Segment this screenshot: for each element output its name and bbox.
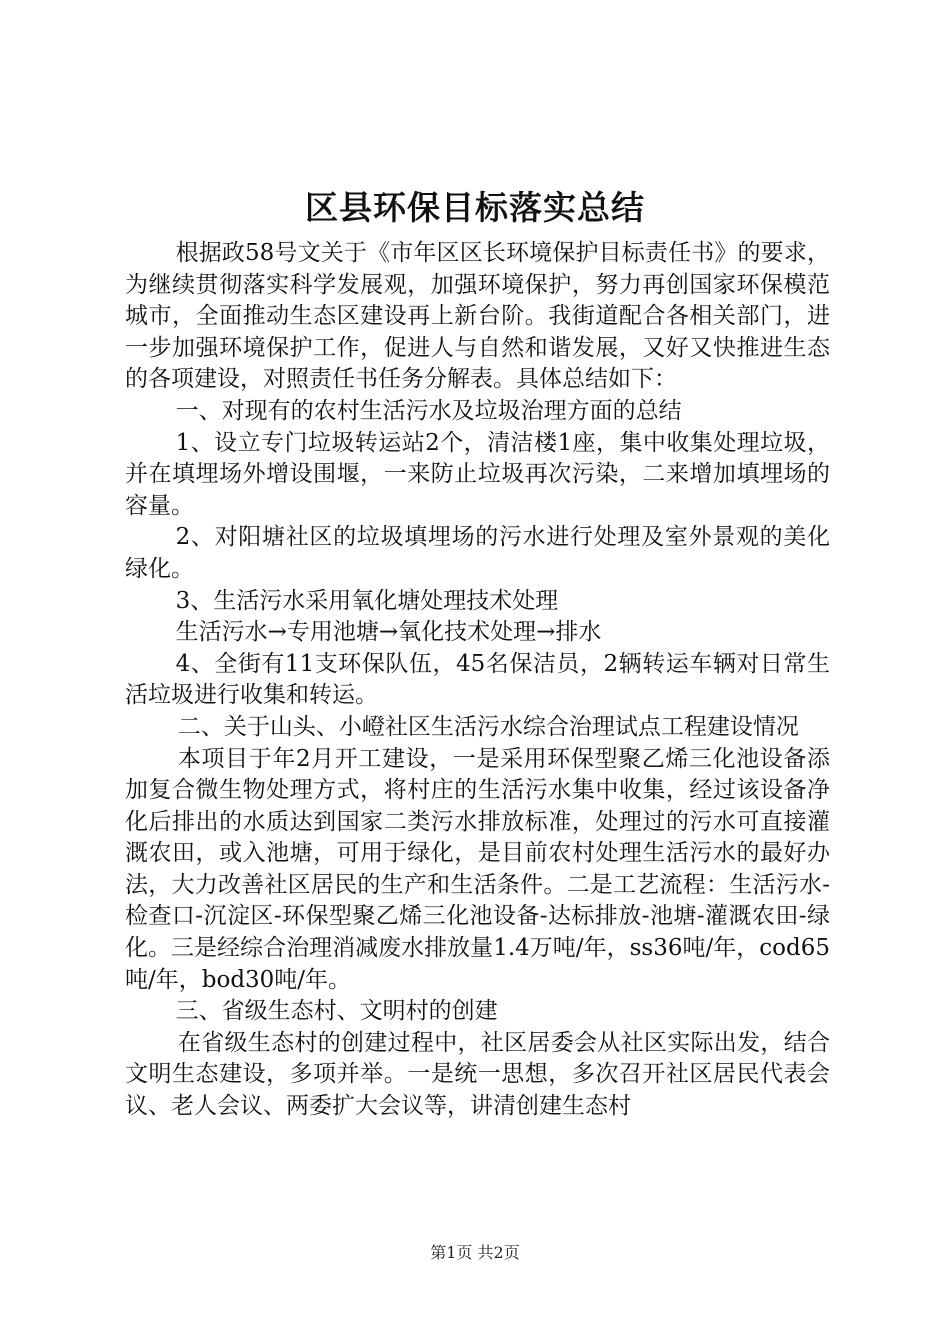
section-heading-1: 一、对现有的农村生活污水及垃圾治理方面的总结 bbox=[175, 397, 682, 424]
document-body bbox=[125, 238, 830, 1123]
paragraph-item-3: 3、生活污水采用氧化塘处理技术处理 bbox=[175, 587, 559, 614]
section-heading-2: 二、关于山头、小嶝社区生活污水综合治理试点工程建设情况 bbox=[177, 713, 799, 740]
paragraph-flow: 生活污水→专用池塘→氧化技术处理→排水 bbox=[175, 619, 602, 646]
document-title: 区县环保目标落实总结 bbox=[305, 188, 645, 227]
paragraph-item-1: 1、设立专门垃圾转运站2个，清洁楼1座，集中收集处理垃圾，并在填埋场外增设围堰，一来防止垃圾再次污染，二来增加填埋场的容量。 bbox=[125, 429, 830, 519]
paragraph-ecovillage: 在省级生态村的创建过程中，社区居委会从社区实际出发，结合文明生态建设，多项并举。一是统一思想，多次召开社区居民代表会议、老人会议、两委扩大会议等，讲清创建生态村 bbox=[125, 1029, 830, 1120]
paragraph-intro: 根据政58号文关于《市年区区长环境保护目标责任书》的要求，为继续贯彻落实科学发展观，加强环境保护，努力再创国家环保模范城市，全面推动生态区建设再上新台阶。我街道配合各相关部门，进一步加强环境保护工作，促进人与自然和谐发展，又好又快推进生态的各项建设，对照责任书任务分解表。具体总结如下： bbox=[125, 240, 830, 393]
paragraph-item-2: 2、对阳塘社区的垃圾填埋场的污水进行处理及室外景观的美化绿化。 bbox=[125, 524, 830, 582]
page-footer: 第1页 共2页 bbox=[430, 1243, 520, 1262]
paragraph-item-4: 4、全街有11支环保队伍，45名保洁员，2辆转运车辆对日常生活垃圾进行收集和转运。 bbox=[125, 650, 830, 709]
section-heading-3: 三、省级生态村、文明村的创建 bbox=[175, 998, 498, 1025]
paragraph-project: 本项目于年2月开工建设，一是采用环保型聚乙烯三化池设备添加复合微生物处理方式，将村庄的生活污水集中收集，经过该设备净化后排出的水质达到国家二类污水排放标准，处理过的污水可直接灌溉农田，或入池塘，可用于绿化，是目前农村处理生活污水的最好办法，大力改善社区居民的生产和生活条件。二是工艺流程：生活污水-检查口-沉淀区-环保型聚乙烯三化池设备-达标排放-池塘-灌溉农田-绿化。三是经综合治理消减废水排放量1.4万吨/年，ss36吨/年，cod65吨/年，bod30吨/年。 bbox=[125, 745, 830, 993]
